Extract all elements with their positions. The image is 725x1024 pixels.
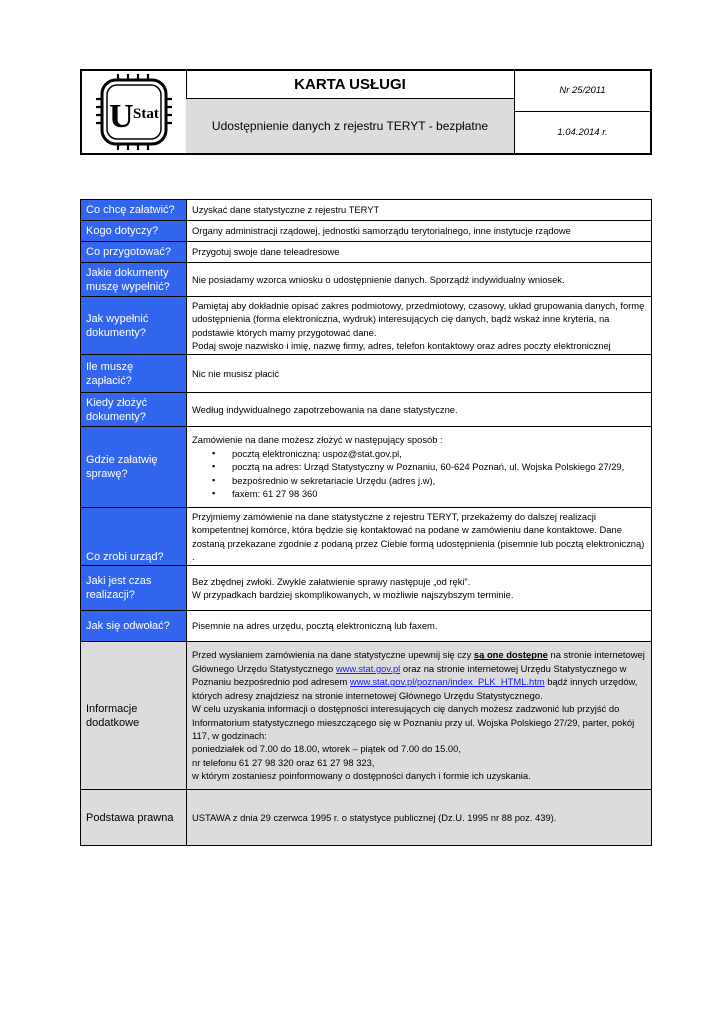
row-time	[81, 566, 652, 611]
row-office	[81, 508, 652, 566]
row-who	[81, 221, 652, 242]
header-box	[80, 69, 652, 155]
info-text: na stronie internetowej Głównego Urzędu Statystycznego	[192, 649, 645, 674]
list-item: ▪ pocztą na adres: Urząd Statystyczny w Poznaniu, 60-624 Poznań, ul. Wojska Polskiego 27/29,	[232, 460, 646, 473]
service-card-table	[80, 199, 652, 846]
info-closing: w którym zostaniesz poinformowany o dostępności danych i formie ich uzyskania.	[192, 770, 531, 782]
value-when: Według indywidualnego zapotrzebowania na dane statystyczne.	[187, 393, 652, 427]
value-legal: USTAWA z dnia 29 czerwca 1995 r. o statystyce publicznej (Dz.U. 1995 nr 88 poz. 439).	[187, 790, 652, 846]
list-item: ▪ bezpośrednio w sekretariacie Urzędu (adres j.w),	[232, 474, 646, 487]
value-time	[187, 566, 652, 611]
label-legal: Podstawa prawna	[81, 790, 187, 846]
row-prepare	[81, 242, 652, 263]
ustat-logo-icon	[82, 71, 186, 153]
label-where: Gdzie załatwię sprawę?	[81, 427, 187, 508]
label-appeal: Jak się odwołać?	[81, 611, 187, 642]
fill-text-2: Podaj swoje nazwisko i imię, nazwę firmy, adres, telefon kontaktowy oraz adres poczty elektronicznej	[192, 339, 611, 351]
where-list	[192, 447, 646, 501]
card-title: KARTA USŁUGI	[186, 71, 515, 99]
row-where	[81, 427, 652, 508]
row-fill	[81, 297, 652, 355]
label-prepare: Co przygotować?	[81, 242, 187, 263]
value-who: Organy administracji rządowej, jednostki samorządu terytorialnego, inne instytucje rządowe	[187, 221, 652, 242]
list-item: ▪ faxem: 61 27 98 360	[232, 487, 646, 500]
value-documents: Nie posiadamy wzorca wniosku o udostępnienie danych. Sporządź indywidualny wniosek.	[187, 263, 652, 297]
card-subtitle: Udostępnienie danych z rejestru TERYT - bezpłatne	[186, 99, 515, 153]
label-who: Kogo dotyczy?	[81, 221, 187, 242]
value-fill	[187, 297, 652, 355]
row-info	[81, 642, 652, 790]
row-cost	[81, 355, 652, 393]
time-text-1: Bez zbędnej zwłoki. Zwykle załatwienie sprawy następuje „od ręki”.	[192, 575, 471, 587]
label-what: Co chcę załatwić?	[81, 200, 187, 221]
time-text-2: W przypadkach bardziej skomplikowanych, w możliwie najszybszym terminie.	[192, 589, 514, 600]
info-paragraph-1	[192, 648, 646, 702]
value-cost: Nic nie musisz płacić	[187, 355, 652, 393]
info-text: bądź innych urzędów, których adresy znajdziesz na stronie internetowej Głównego Urzędu Statystycznego.	[192, 676, 638, 701]
svg-text:U: U	[109, 98, 134, 135]
label-office: Co zrobi urząd?	[81, 508, 187, 566]
value-prepare: Przygotuj swoje dane teleadresowe	[187, 242, 652, 263]
info-emphasis: są one dostępne	[473, 649, 548, 661]
row-what	[81, 200, 652, 221]
label-time: Jaki jest czas realizacji?	[81, 566, 187, 611]
row-appeal	[81, 611, 652, 642]
fill-text-1: Pamiętaj aby dokładnie opisać zakres podmiotowy, przedmiotowy, czasowy, układ grupowania danych, formę udostępnienia (forma elektroniczna, wydruk) interesujących cię danych, bądź wskaż inne kryteria, na podstawie których mamy przygotować dane.	[192, 299, 645, 338]
card-number: Nr 25/2011	[515, 71, 650, 112]
label-cost: Ile muszę zapłacić?	[81, 355, 187, 393]
value-appeal: Pisemnie na adres urzędu, pocztą elektroniczną lub faxem.	[187, 611, 652, 642]
row-when	[81, 393, 652, 427]
value-what: Uzyskać dane statystyczne z rejestru TERYT	[187, 200, 652, 221]
row-documents	[81, 263, 652, 297]
label-documents: Jakie dokumenty muszę wypełnić?	[81, 263, 187, 297]
us-poznan-link[interactable]: www.stat.gov.pl/poznan/index_PLK_HTML.htm	[349, 676, 545, 688]
value-info	[187, 642, 652, 790]
gus-link[interactable]: www.stat.gov.pl	[335, 662, 401, 674]
card-date: 1.04.2014 r.	[557, 127, 608, 138]
label-when: Kiedy złożyć dokumenty?	[81, 393, 187, 427]
list-item: ▪ pocztą elektroniczną: uspoz@stat.gov.pl,	[232, 447, 646, 460]
label-fill: Jak wypełnić dokumenty?	[81, 297, 187, 355]
ustat-logo	[82, 71, 187, 153]
value-where	[187, 427, 652, 508]
where-intro: Zamówienie na dane możesz złożyć w następujący sposób :	[192, 434, 443, 446]
row-legal	[81, 790, 652, 846]
info-paragraph-2: W celu uzyskania informacji o dostępności interesujących cię danych możesz zadzwonić lub przyjść do Informatorium statystycznego mieszczącego się w Poznaniu przy ul. Wojska Polskiego 27/29, parter, pokój 117, w godzinach:	[192, 703, 635, 741]
info-phone: nr telefonu 61 27 98 320 oraz 61 27 98 323,	[192, 756, 375, 768]
info-text: Przed wysłaniem zamówienia na dane statystyczne upewnij się czy	[192, 649, 474, 661]
svg-text:Stat: Stat	[133, 106, 159, 122]
info-hours: poniedziałek od 7.00 do 18.00, wtorek – piątek od 7.00 do 15.00,	[192, 743, 461, 755]
label-info: Informacje dodatkowe	[81, 642, 187, 790]
value-office: Przyjmiemy zamówienie na dane statystyczne z rejestru TERYT, przekażemy do dalszej realizacji kompetentnej komórce, która będzie się kontaktować na podane w zamówieniu dane kontaktowe. Dane zostaną przekazane zgodnie z podaną przez Ciebie formą udostępnienia (pisemnie lub pocztą elektroniczną) .	[187, 508, 652, 566]
info-text: oraz na stronie internetowej Urzędu Statystycznego w Poznaniu bezpośrednio pod adresem	[192, 662, 627, 688]
